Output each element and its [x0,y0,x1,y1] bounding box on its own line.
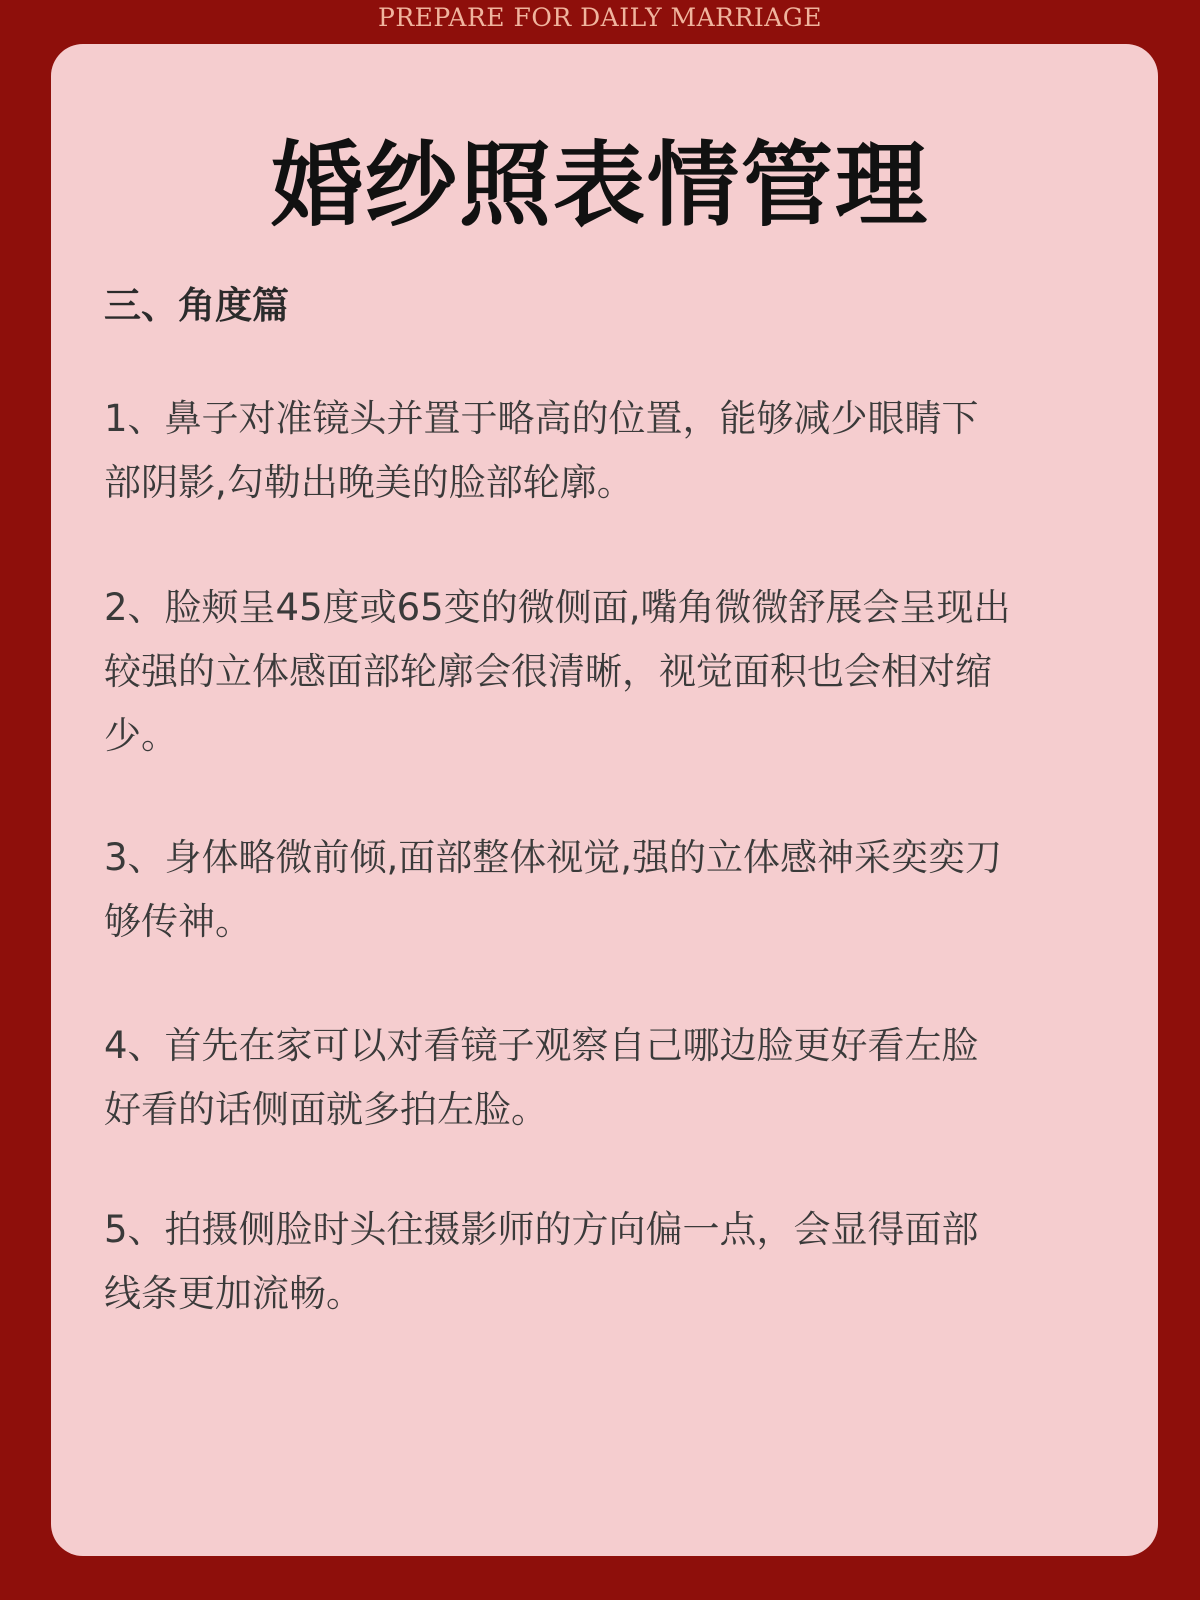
content-card [51,44,1158,1556]
item-line: 3、身体略微前倾,面部整体视觉,强的立体感神采奕奕刀 [104,836,1003,879]
item-line: 较强的立体感面部轮廓会很清晰，视觉面积也会相对缩 [104,650,992,693]
list-item [104,1014,1104,1142]
list-item [104,387,1104,515]
item-line: 少。 [104,714,178,757]
item-line: 够传神。 [104,900,252,943]
list-item [104,826,1104,954]
item-line: 1、鼻子对准镜头并置于略高的位置，能够减少眼睛下 [104,397,979,440]
section-heading: 三、角度篇 [104,284,289,327]
item-line: 线条更加流畅。 [104,1272,363,1315]
list-item [104,1198,1104,1326]
item-line: 部阴影,勾勒出晚美的脸部轮廓。 [104,461,634,504]
item-line: 好看的话侧面就多拍左脸。 [104,1088,548,1131]
header-tagline: PREPARE FOR DAILY MARRIAGE [378,3,822,32]
page-title: 婚纱照表情管理 [270,132,929,239]
list-item [104,576,1104,768]
item-line: 5、拍摄侧脸时头往摄影师的方向偏一点，会显得面部 [104,1208,979,1251]
item-line: 2、脸颊呈45度或65变的微侧面,嘴角微微舒展会呈现出 [104,586,1011,629]
item-line: 4、首先在家可以对看镜子观察自己哪边脸更好看左脸 [104,1024,979,1067]
